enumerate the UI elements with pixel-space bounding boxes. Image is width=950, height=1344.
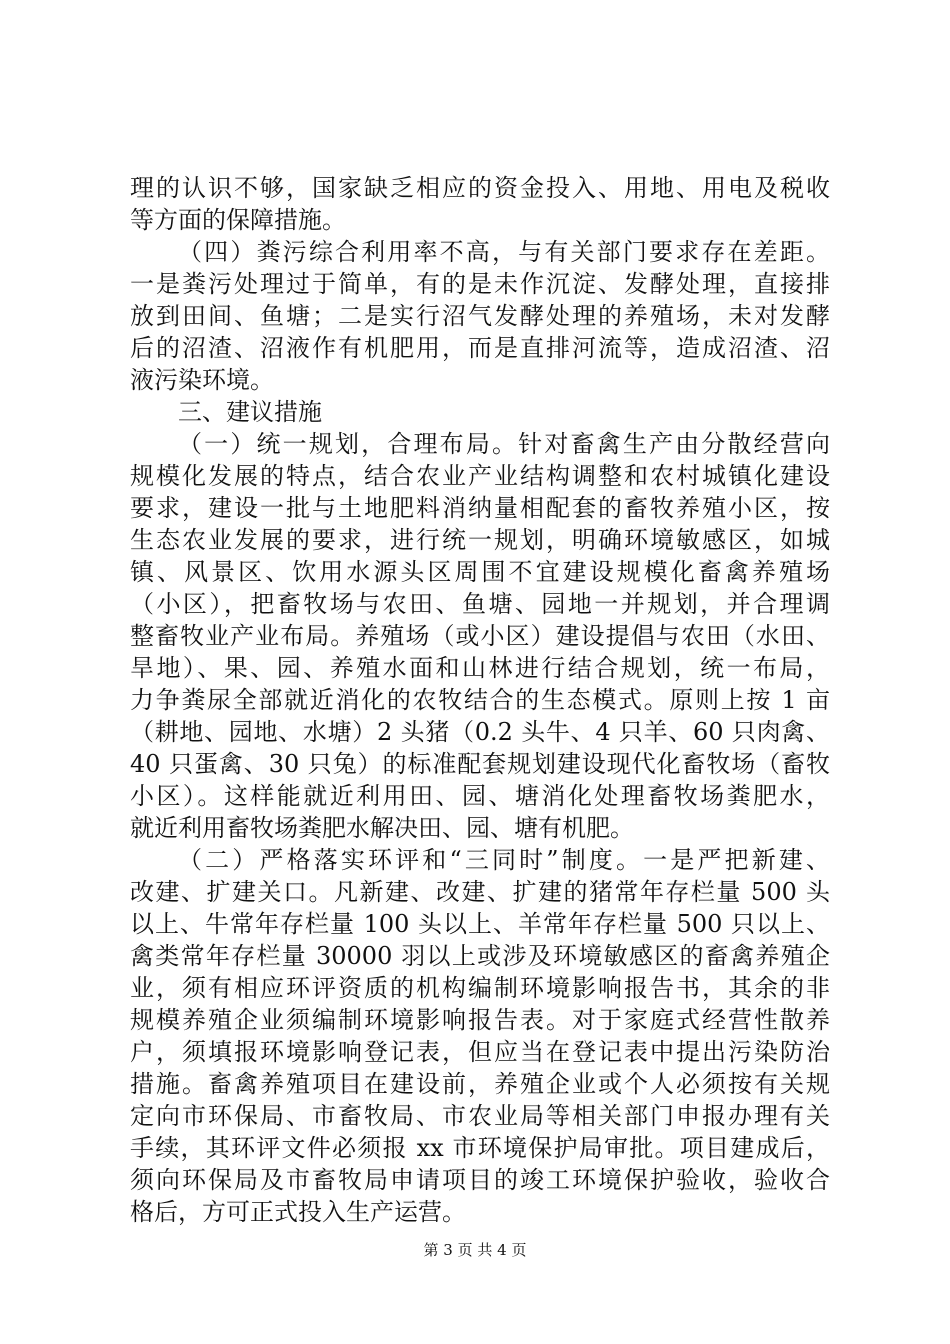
text-line: 镇、风景区、饮用水源头区周围不宜建设规模化畜禽养殖场: [130, 558, 830, 586]
text-line: 格后，方可正式投入生产运营。: [130, 1198, 466, 1226]
text-line: 液污染环境。: [130, 366, 274, 394]
text-line: 业，须有相应环评资质的机构编制环境影响报告书，其余的非: [130, 974, 830, 1002]
text-line: 改建、扩建关口。凡新建、改建、扩建的猪常年存栏量 500 头: [130, 878, 830, 906]
text-line: 定向市环保局、市畜牧局、市农业局等相关部门申报办理有关: [130, 1102, 830, 1130]
text-line: 禽类常年存栏量 30000 羽以上或涉及环境敏感区的畜禽养殖企: [130, 942, 830, 970]
text-line: 旱地）、果、园、养殖水面和山林进行结合规划，统一布局，: [130, 654, 830, 682]
text-line: 以上、牛常年存栏量 100 头以上、羊常年存栏量 500 只以上、: [130, 910, 830, 938]
text-line: 生态农业发展的要求，进行统一规划，明确环境敏感区，如城: [130, 526, 830, 554]
text-line: 后的沼渣、沼液作有机肥用，而是直排河流等，造成沼渣、沼: [130, 334, 830, 362]
text-line: 须向环保局及市畜牧局申请项目的竣工环境保护验收，验收合: [130, 1166, 830, 1194]
text-line: 力争粪尿全部就近消化的农牧结合的生态模式。原则上按 1 亩: [130, 686, 830, 714]
text-line: 整畜牧业产业布局。养殖场（或小区）建设提倡与农田（水田、: [130, 622, 830, 650]
body-text: [130, 172, 830, 1228]
text-line: 户，须填报环境影响登记表，但应当在登记表中提出污染防治: [130, 1038, 830, 1066]
page-number-footer: 第 3 页 共 4 页: [423, 1241, 527, 1259]
paragraph-heading-2: （二）严格落实环评和“三同时”制度。一是严把新建、: [178, 846, 830, 874]
paragraph-heading-4: （四）粪污综合利用率不高，与有关部门要求存在差距。: [178, 238, 830, 266]
text-line: （小区），把畜牧场与农田、鱼塘、园地一并规划，并合理调: [130, 590, 830, 618]
text-line: （耕地、园地、水塘）2 头猪（0.2 头牛、4 只羊、60 只肉禽、: [130, 718, 830, 746]
text-line: 手续，其环评文件必须报 xx 市环境保护局审批。项目建成后，: [130, 1134, 830, 1162]
text-line: 一是粪污处理过于简单，有的是未作沉淀、发酵处理，直接排: [130, 270, 830, 298]
text-line: 等方面的保障措施。: [130, 206, 346, 234]
text-line: 规模养殖企业须编制环境影响报告表。对于家庭式经营性散养: [130, 1006, 830, 1034]
text-line: 理的认识不够，国家缺乏相应的资金投入、用地、用电及税收: [130, 174, 830, 202]
paragraph-heading-1: （一）统一规划，合理布局。针对畜禽生产由分散经营向: [178, 430, 830, 458]
text-line: 40 只蛋禽、30 只兔）的标准配套规划建设现代化畜牧场（畜牧: [130, 750, 830, 778]
section-heading: 三、建议措施: [178, 398, 322, 426]
text-line: 就近利用畜牧场粪肥水解决田、园、塘有机肥。: [130, 814, 634, 842]
text-line: 措施。畜禽养殖项目在建设前，养殖企业或个人必须按有关规: [130, 1070, 830, 1098]
text-line: 小区）。这样能就近利用田、园、塘消化处理畜牧场粪肥水，: [130, 782, 830, 810]
text-line: 规模化发展的特点，结合农业产业结构调整和农村城镇化建设: [130, 462, 830, 490]
text-line: 要求，建设一批与土地肥料消纳量相配套的畜牧养殖小区，按: [130, 494, 830, 522]
text-line: 放到田间、鱼塘；二是实行沼气发酵处理的养殖场，未对发酵: [130, 302, 830, 330]
